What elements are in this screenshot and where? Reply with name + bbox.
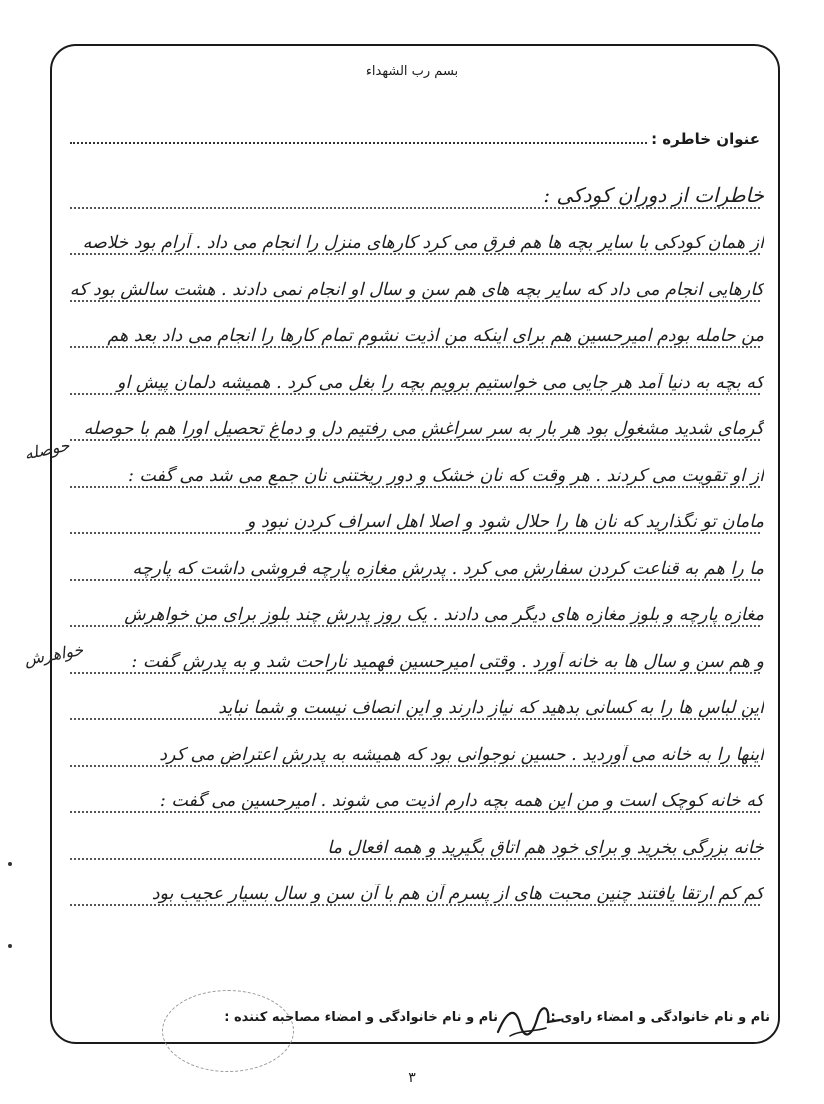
handwritten-line <box>62 310 768 357</box>
handwritten-line-text: این لباس ها را به کسانی بدهید که نیاز دارند و این انصاف نیست و شما نباید <box>218 698 764 718</box>
dotted-rule <box>70 625 760 627</box>
dotted-rule <box>70 532 760 534</box>
handwritten-line <box>62 635 768 682</box>
handwritten-line-text: که بچه به دنیا آمد هر جایی می خواستیم برویم بچه را بغل می کرد . همیشه دلمان پیش او <box>117 372 764 393</box>
handwritten-line <box>62 682 768 729</box>
handwritten-line-text: مامان تو نگذارید که نان ها را حلال شود و اصلا اهل اسراف کردن نبود و <box>246 512 764 532</box>
handwritten-line-text: مغازه پارچه و بلوز مغازه های دیگر می دادند . یک روز پدرش چند بلوز برای من خواهرش <box>124 605 764 625</box>
handwritten-line <box>62 356 768 403</box>
handwritten-line-text: و هم سن و سال ها به خانه آورد . وقتی امیرحسین فهمید ناراحت شد و به پدرش گفت : <box>131 651 764 672</box>
handwritten-signature <box>490 998 570 1042</box>
handwritten-line <box>62 868 768 915</box>
dotted-rule <box>70 765 760 767</box>
handwritten-line <box>62 263 768 310</box>
handwritten-line <box>62 821 768 868</box>
handwritten-line <box>62 542 768 589</box>
handwritten-line-text: ما را هم به قناعت کردن سفارش می کرد . پدرش مغازه پارچه فروشی داشت که پارچه <box>132 558 764 579</box>
page-number: ۳ <box>408 1070 416 1086</box>
handwritten-line <box>62 775 768 822</box>
dotted-rule <box>70 300 760 302</box>
handwritten-line-text: کم کم ارتقا یافتند چنین محبت های از پسرم آن هم با آن سن و سال بسیار عجیب بود <box>151 884 764 904</box>
handwritten-line-text: از او تقویت می کردند . هر وقت که نان خشک و دور ریختنی نان جمع می شد می گفت : <box>127 465 764 486</box>
dotted-rule <box>70 858 760 860</box>
handwritten-line <box>62 496 768 543</box>
handwritten-line-text: من حامله بودم امیرحسین هم برای اینکه من اذیت نشوم تمام کارها را انجام می داد بعد هم <box>107 326 764 346</box>
handwritten-line <box>62 403 768 450</box>
handwritten-line-text: خانه بزرگی بخرید و برای خود هم اتاق بگیرید و همه افعال ما <box>327 837 764 858</box>
dotted-rule <box>70 439 760 441</box>
margin-overflow-text: حوصله <box>22 435 72 464</box>
dotted-rule <box>70 579 760 581</box>
handwritten-line <box>62 217 768 264</box>
signature-row <box>60 998 770 1038</box>
handwritten-body <box>62 170 768 914</box>
dotted-rule <box>70 346 760 348</box>
page-header-title: بسم رب الشهداء <box>365 64 459 79</box>
margin-overflow-text: خواهرش <box>22 639 85 670</box>
handwritten-line-text: که خانه کوچک است و من این همه بچه دارم اذیت می شوند . امیرحسین می گفت : <box>159 791 764 811</box>
handwritten-line-text: خاطرات از دوران کودکی : <box>543 182 764 207</box>
dotted-rule <box>70 672 760 674</box>
scan-speck <box>8 944 12 948</box>
dotted-rule <box>70 718 760 720</box>
interviewer-signature-label: نام و نام خانوادگی و امضاء مصاحبه کننده : <box>224 1010 498 1025</box>
narrator-signature-label: نام و نام خانوادگی و امضاء راوی : <box>550 1010 770 1025</box>
dotted-rule <box>70 253 760 255</box>
dotted-rule <box>70 393 760 395</box>
handwritten-line <box>62 589 768 636</box>
memory-title-field <box>70 128 647 144</box>
handwritten-line-text: اینها را به خانه می آوردید . حسین نوجوانی بود که همیشه به پدرش اعتراض می کرد <box>159 744 764 765</box>
handwritten-line <box>62 728 768 775</box>
handwritten-line-text: از همان کودکی با سایر بچه ها هم فرق می کرد کارهای منزل را انجام می داد . آرام بود خلاصه <box>82 233 764 253</box>
memory-title-row <box>70 118 760 148</box>
handwritten-line-text: کارهایی انجام می داد که سایر بچه های هم سن و سال او انجام نمی دادند . هشت سالش بود که <box>69 279 764 300</box>
dotted-rule <box>70 904 760 906</box>
scan-speck <box>8 862 12 866</box>
handwritten-line <box>62 449 768 496</box>
memory-title-label: عنوان خاطره : <box>651 130 760 148</box>
dotted-rule <box>70 486 760 488</box>
dotted-rule <box>70 207 760 209</box>
dotted-rule <box>70 811 760 813</box>
handwritten-line <box>62 170 768 217</box>
handwritten-line-text: گرمای شدید مشغول بود هر بار به سر سراغش می رفتیم دل و دماغ تحصیل اورا هم با حوصله <box>83 419 764 439</box>
